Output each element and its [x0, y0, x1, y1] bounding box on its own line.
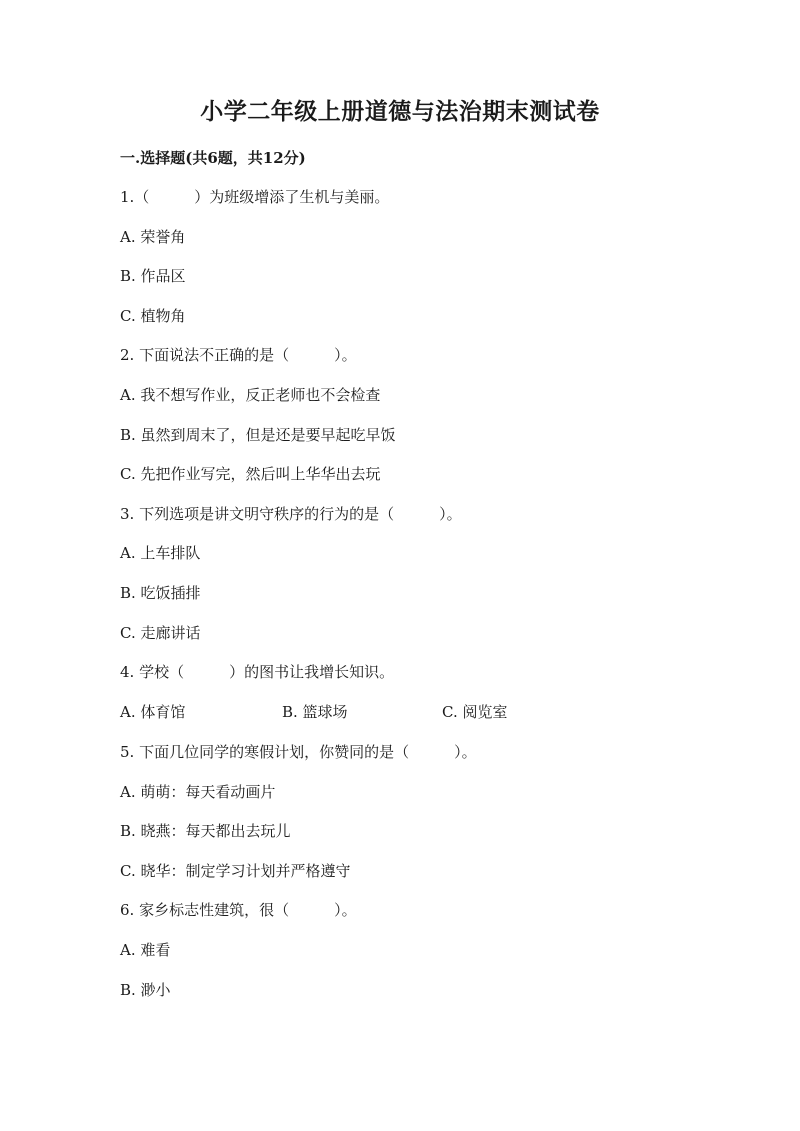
question-4-option-a: A. 体育馆	[120, 703, 186, 721]
question-6-option-a: A. 难看	[120, 941, 171, 959]
question-1-stem: 1.（ ）为班级增添了生机与美丽。	[120, 188, 390, 206]
question-3-option-a: A. 上车排队	[120, 544, 201, 562]
question-2-stem: 2. 下面说法不正确的是（ ）。	[120, 346, 357, 364]
question-3-stem: 3. 下列选项是讲文明守秩序的行为的是（ ）。	[120, 505, 462, 523]
question-4-option-c: C. 阅览室	[442, 703, 508, 721]
question-4-stem: 4. 学校（ ）的图书让我增长知识。	[120, 663, 395, 681]
document-title: 小学二年级上册道德与法治期末测试卷	[200, 98, 600, 125]
question-2-option-a: A. 我不想写作业，反正老师也不会检查	[120, 386, 381, 404]
question-1-option-c: C. 植物角	[120, 307, 186, 325]
question-3-option-b: B. 吃饭插排	[120, 584, 201, 602]
question-3-option-c: C. 走廊讲话	[120, 624, 201, 642]
section-heading: 一.选择题(共6题，共12分)	[120, 149, 306, 167]
question-5-option-b: B. 晓燕：每天都出去玩儿	[120, 822, 291, 840]
question-2-option-c: C. 先把作业写完，然后叫上华华出去玩	[120, 465, 381, 483]
question-1-option-a: A. 荣誉角	[120, 228, 186, 246]
question-5-option-c: C. 晓华：制定学习计划并严格遵守	[120, 862, 351, 880]
question-1-option-b: B. 作品区	[120, 267, 186, 285]
question-5-option-a: A. 萌萌：每天看动画片	[120, 783, 276, 801]
question-6-option-b: B. 渺小	[120, 981, 171, 999]
question-5-stem: 5. 下面几位同学的寒假计划，你赞同的是（ ）。	[120, 743, 477, 761]
question-2-option-b: B. 虽然到周末了，但是还是要早起吃早饭	[120, 426, 396, 444]
question-6-stem: 6. 家乡标志性建筑，很（ ）。	[120, 901, 357, 919]
question-4-option-b: B. 篮球场	[282, 703, 348, 721]
